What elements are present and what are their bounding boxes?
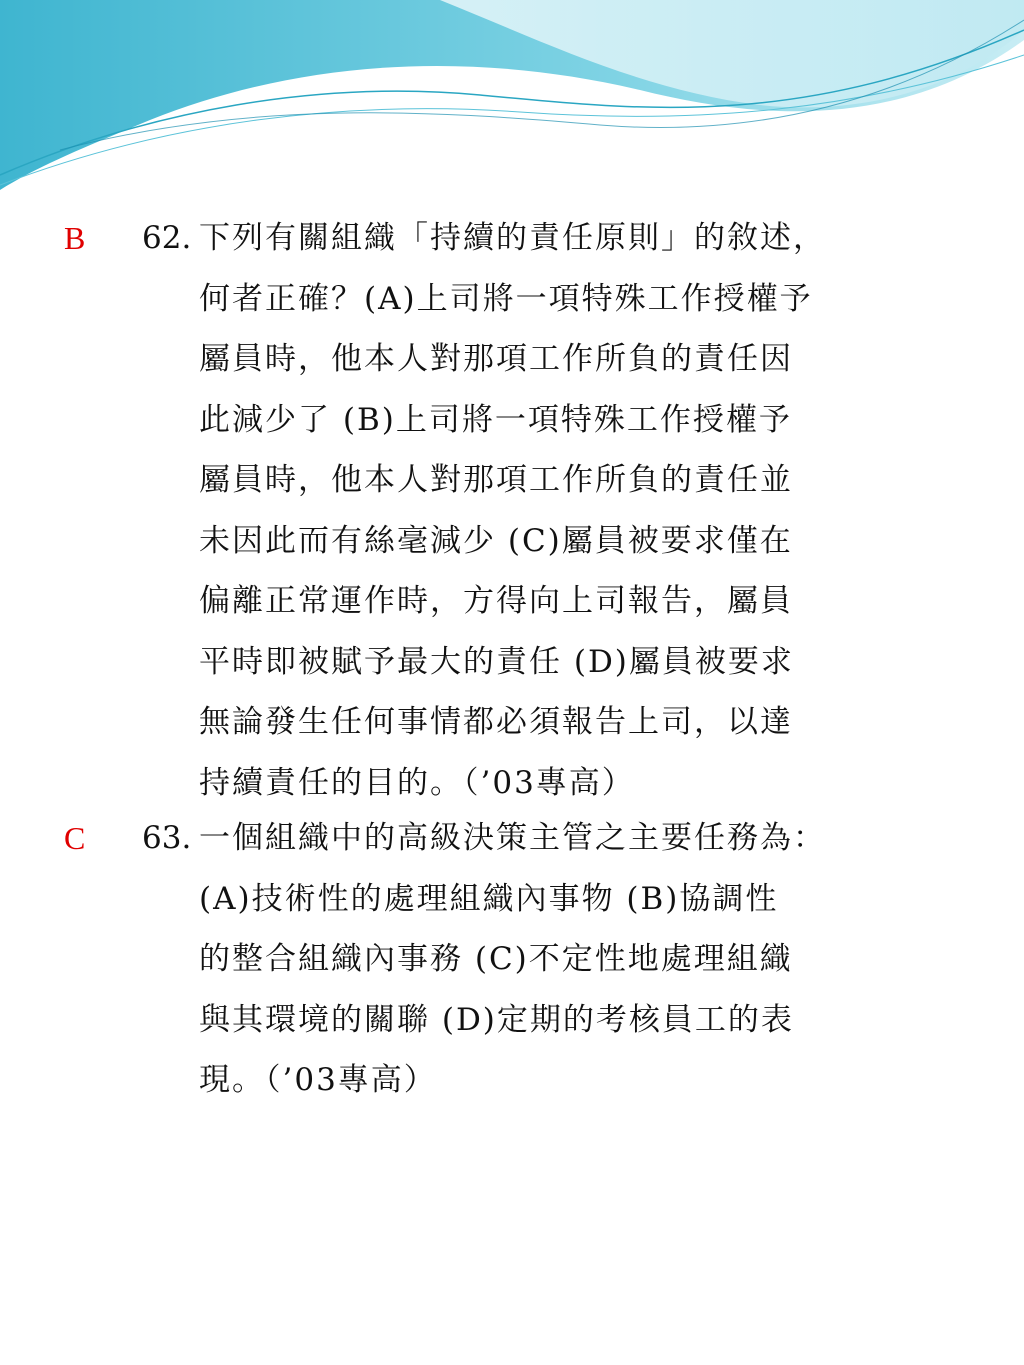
question-line: 何者正確？(A)上司將一項特殊工作授權予	[199, 280, 813, 317]
question-line: 未因此而有絲毫減少 (C)屬員被要求僅在	[199, 522, 793, 559]
question-line: 屬員時，他本人對那項工作所負的責任並	[199, 462, 793, 498]
question-line: 的整合組織內事務 (C)不定性地處理組織	[199, 941, 793, 977]
question-line: 持續責任的目的。（’03專高）	[199, 764, 635, 801]
question-line: 一個組織中的高級決策主管之主要任務為：	[199, 820, 826, 856]
question-number: 63.	[142, 820, 192, 856]
question-line: 此減少了 (B)上司將一項特殊工作授權予	[199, 401, 792, 438]
question-line: 無論發生任何事情都必須報告上司，以達	[199, 704, 793, 740]
question-line: 現。（’03專高）	[199, 1062, 437, 1098]
question-line: 偏離正常運作時，方得向上司報告，屬員	[199, 583, 793, 619]
question-line: 平時即被賦予最大的責任 (D)屬員被要求	[199, 643, 794, 680]
question-number: 62.	[142, 220, 192, 256]
answer-key: C	[64, 820, 86, 856]
question-line: 屬員時，他本人對那項工作所負的責任因	[199, 341, 793, 377]
question-text	[199, 208, 919, 813]
header-wave-decoration	[0, 0, 1024, 230]
question-line: (A)技術性的處理組織內事物 (B)協調性	[199, 880, 779, 917]
question-text	[199, 808, 919, 1111]
question-line: 與其環境的關聯 (D)定期的考核員工的表	[199, 1001, 794, 1038]
question-line: 下列有關組織「持續的責任原則」的敘述，	[199, 220, 826, 256]
answer-key: B	[64, 220, 86, 256]
